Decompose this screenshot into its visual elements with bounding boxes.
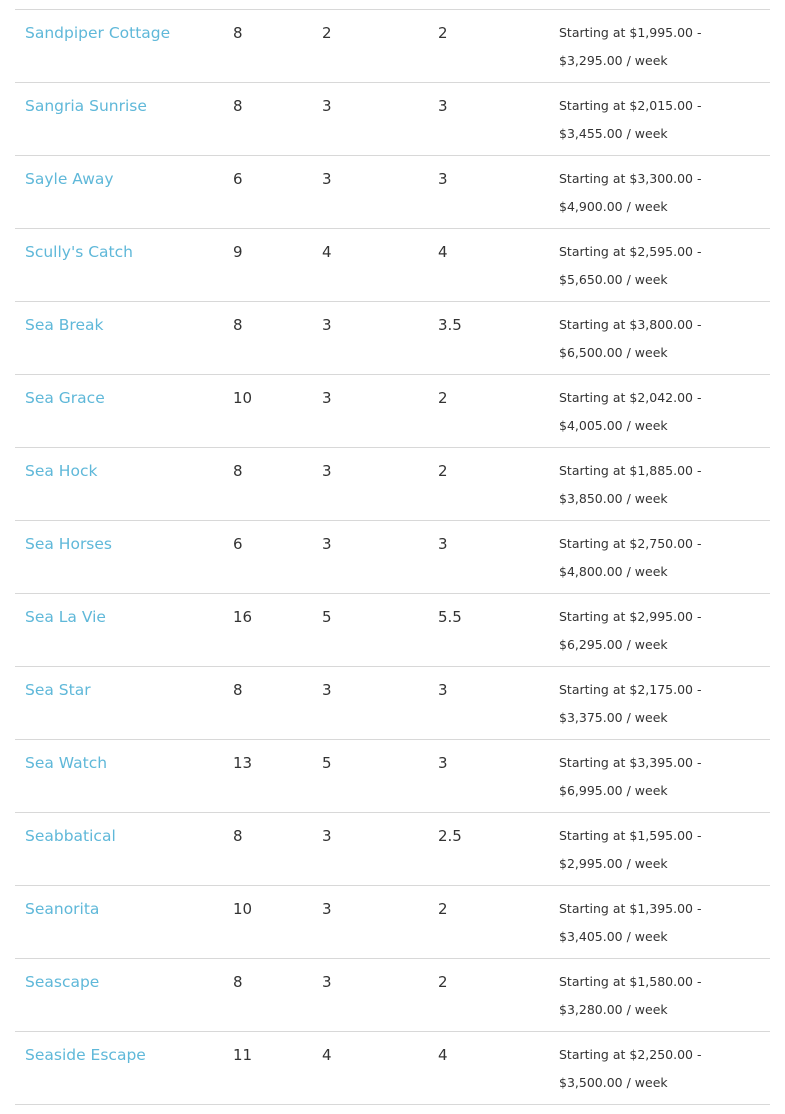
baths-cell: 3 bbox=[438, 535, 448, 553]
baths-cell: 4 bbox=[438, 243, 448, 261]
sleeps-cell: 9 bbox=[233, 243, 243, 261]
property-link[interactable]: Sea La Vie bbox=[25, 608, 106, 626]
property-name-cell bbox=[15, 813, 223, 885]
table-row bbox=[15, 302, 770, 375]
rate-cell bbox=[549, 83, 770, 155]
sleeps-cell: 8 bbox=[233, 681, 243, 699]
rate-cell bbox=[549, 229, 770, 301]
table-row bbox=[15, 667, 770, 740]
property-link[interactable]: Sea Watch bbox=[25, 754, 108, 772]
rate-cell bbox=[549, 740, 770, 812]
baths-cell: 2 bbox=[438, 389, 448, 407]
sleeps-cell: 8 bbox=[233, 973, 243, 991]
property-name-cell bbox=[15, 594, 223, 666]
property-name-cell bbox=[15, 521, 223, 593]
rate-cell bbox=[549, 521, 770, 593]
rate-text: Starting at $1,995.00 - $3,295.00 / week bbox=[559, 25, 702, 68]
property-name-cell bbox=[15, 375, 223, 447]
rate-cell bbox=[549, 667, 770, 739]
baths-cell: 5.5 bbox=[438, 608, 462, 626]
rate-cell bbox=[549, 959, 770, 1031]
bedrooms-cell: 4 bbox=[322, 1046, 332, 1064]
property-link[interactable]: Seabbatical bbox=[25, 827, 116, 845]
sleeps-cell: 13 bbox=[233, 754, 253, 772]
sleeps-cell: 6 bbox=[233, 535, 243, 553]
baths-cell: 3 bbox=[438, 170, 448, 188]
rate-text: Starting at $3,800.00 - $6,500.00 / week bbox=[559, 317, 702, 360]
table-row bbox=[15, 594, 770, 667]
bedrooms-cell: 3 bbox=[322, 535, 332, 553]
sleeps-cell: 8 bbox=[233, 462, 243, 480]
bedrooms-cell: 3 bbox=[322, 973, 332, 991]
baths-cell: 4 bbox=[438, 1046, 448, 1064]
table-row bbox=[15, 886, 770, 959]
rate-text: Starting at $3,395.00 - $6,995.00 / week bbox=[559, 755, 702, 798]
property-name-cell bbox=[15, 302, 223, 374]
bedrooms-cell: 2 bbox=[322, 24, 332, 42]
table-row bbox=[15, 740, 770, 813]
baths-cell: 3 bbox=[438, 754, 448, 772]
sleeps-cell: 10 bbox=[233, 900, 253, 918]
table-row bbox=[15, 1032, 770, 1105]
property-name-cell bbox=[15, 1032, 223, 1104]
bedrooms-cell: 5 bbox=[322, 754, 332, 772]
rate-cell bbox=[549, 1032, 770, 1104]
property-link[interactable]: Sandpiper Cottage bbox=[25, 24, 171, 42]
sleeps-cell: 16 bbox=[233, 608, 253, 626]
property-link[interactable]: Sayle Away bbox=[25, 170, 114, 188]
baths-cell: 3 bbox=[438, 681, 448, 699]
property-name-cell bbox=[15, 448, 223, 520]
rate-cell bbox=[549, 156, 770, 228]
sleeps-cell: 8 bbox=[233, 316, 243, 334]
bedrooms-cell: 3 bbox=[322, 316, 332, 334]
property-link[interactable]: Sea Hock bbox=[25, 462, 98, 480]
rate-text: Starting at $2,750.00 - $4,800.00 / week bbox=[559, 536, 702, 579]
table-row bbox=[15, 10, 770, 83]
property-listing-table bbox=[15, 9, 770, 1105]
rate-cell bbox=[549, 375, 770, 447]
rate-text: Starting at $3,300.00 - $4,900.00 / week bbox=[559, 171, 702, 214]
property-link[interactable]: Sea Star bbox=[25, 681, 91, 699]
property-link[interactable]: Sea Horses bbox=[25, 535, 112, 553]
bedrooms-cell: 3 bbox=[322, 900, 332, 918]
table-row bbox=[15, 375, 770, 448]
property-link[interactable]: Scully's Catch bbox=[25, 243, 133, 261]
baths-cell: 2 bbox=[438, 462, 448, 480]
rate-text: Starting at $2,015.00 - $3,455.00 / week bbox=[559, 98, 702, 141]
baths-cell: 3 bbox=[438, 97, 448, 115]
rate-text: Starting at $1,395.00 - $3,405.00 / week bbox=[559, 901, 702, 944]
table-row bbox=[15, 448, 770, 521]
bedrooms-cell: 3 bbox=[322, 827, 332, 845]
baths-cell: 2.5 bbox=[438, 827, 462, 845]
table-row bbox=[15, 156, 770, 229]
property-name-cell bbox=[15, 229, 223, 301]
rate-text: Starting at $2,595.00 - $5,650.00 / week bbox=[559, 244, 702, 287]
bedrooms-cell: 3 bbox=[322, 389, 332, 407]
property-link[interactable]: Sangria Sunrise bbox=[25, 97, 147, 115]
rate-text: Starting at $2,995.00 - $6,295.00 / week bbox=[559, 609, 702, 652]
baths-cell: 2 bbox=[438, 973, 448, 991]
sleeps-cell: 6 bbox=[233, 170, 243, 188]
baths-cell: 2 bbox=[438, 24, 448, 42]
property-link[interactable]: Seaside Escape bbox=[25, 1046, 146, 1064]
property-name-cell bbox=[15, 667, 223, 739]
rate-text: Starting at $2,042.00 - $4,005.00 / week bbox=[559, 390, 702, 433]
sleeps-cell: 11 bbox=[233, 1046, 253, 1064]
rate-cell bbox=[549, 448, 770, 520]
property-name-cell bbox=[15, 10, 223, 82]
rate-text: Starting at $1,595.00 - $2,995.00 / week bbox=[559, 828, 702, 871]
sleeps-cell: 8 bbox=[233, 24, 243, 42]
rate-text: Starting at $1,885.00 - $3,850.00 / week bbox=[559, 463, 702, 506]
property-link[interactable]: Seanorita bbox=[25, 900, 100, 918]
rate-cell bbox=[549, 886, 770, 958]
bedrooms-cell: 5 bbox=[322, 608, 332, 626]
rate-text: Starting at $1,580.00 - $3,280.00 / week bbox=[559, 974, 702, 1017]
table-row bbox=[15, 521, 770, 594]
property-name-cell bbox=[15, 83, 223, 155]
bedrooms-cell: 3 bbox=[322, 97, 332, 115]
table-row bbox=[15, 229, 770, 302]
rate-cell bbox=[549, 813, 770, 885]
sleeps-cell: 8 bbox=[233, 827, 243, 845]
property-name-cell bbox=[15, 156, 223, 228]
bedrooms-cell: 3 bbox=[322, 681, 332, 699]
rate-cell bbox=[549, 594, 770, 666]
table-row bbox=[15, 83, 770, 156]
baths-cell: 3.5 bbox=[438, 316, 462, 334]
bedrooms-cell: 3 bbox=[322, 170, 332, 188]
rate-text: Starting at $2,250.00 - $3,500.00 / week bbox=[559, 1047, 702, 1090]
property-name-cell bbox=[15, 886, 223, 958]
property-name-cell bbox=[15, 959, 223, 1031]
property-link[interactable]: Seascape bbox=[25, 973, 100, 991]
table-row bbox=[15, 813, 770, 886]
rate-text: Starting at $2,175.00 - $3,375.00 / week bbox=[559, 682, 702, 725]
table-row bbox=[15, 959, 770, 1032]
sleeps-cell: 8 bbox=[233, 97, 243, 115]
rate-cell bbox=[549, 302, 770, 374]
rate-cell bbox=[549, 10, 770, 82]
property-name-cell bbox=[15, 740, 223, 812]
sleeps-cell: 10 bbox=[233, 389, 253, 407]
bedrooms-cell: 4 bbox=[322, 243, 332, 261]
baths-cell: 2 bbox=[438, 900, 448, 918]
bedrooms-cell: 3 bbox=[322, 462, 332, 480]
property-link[interactable]: Sea Grace bbox=[25, 389, 105, 407]
property-link[interactable]: Sea Break bbox=[25, 316, 104, 334]
